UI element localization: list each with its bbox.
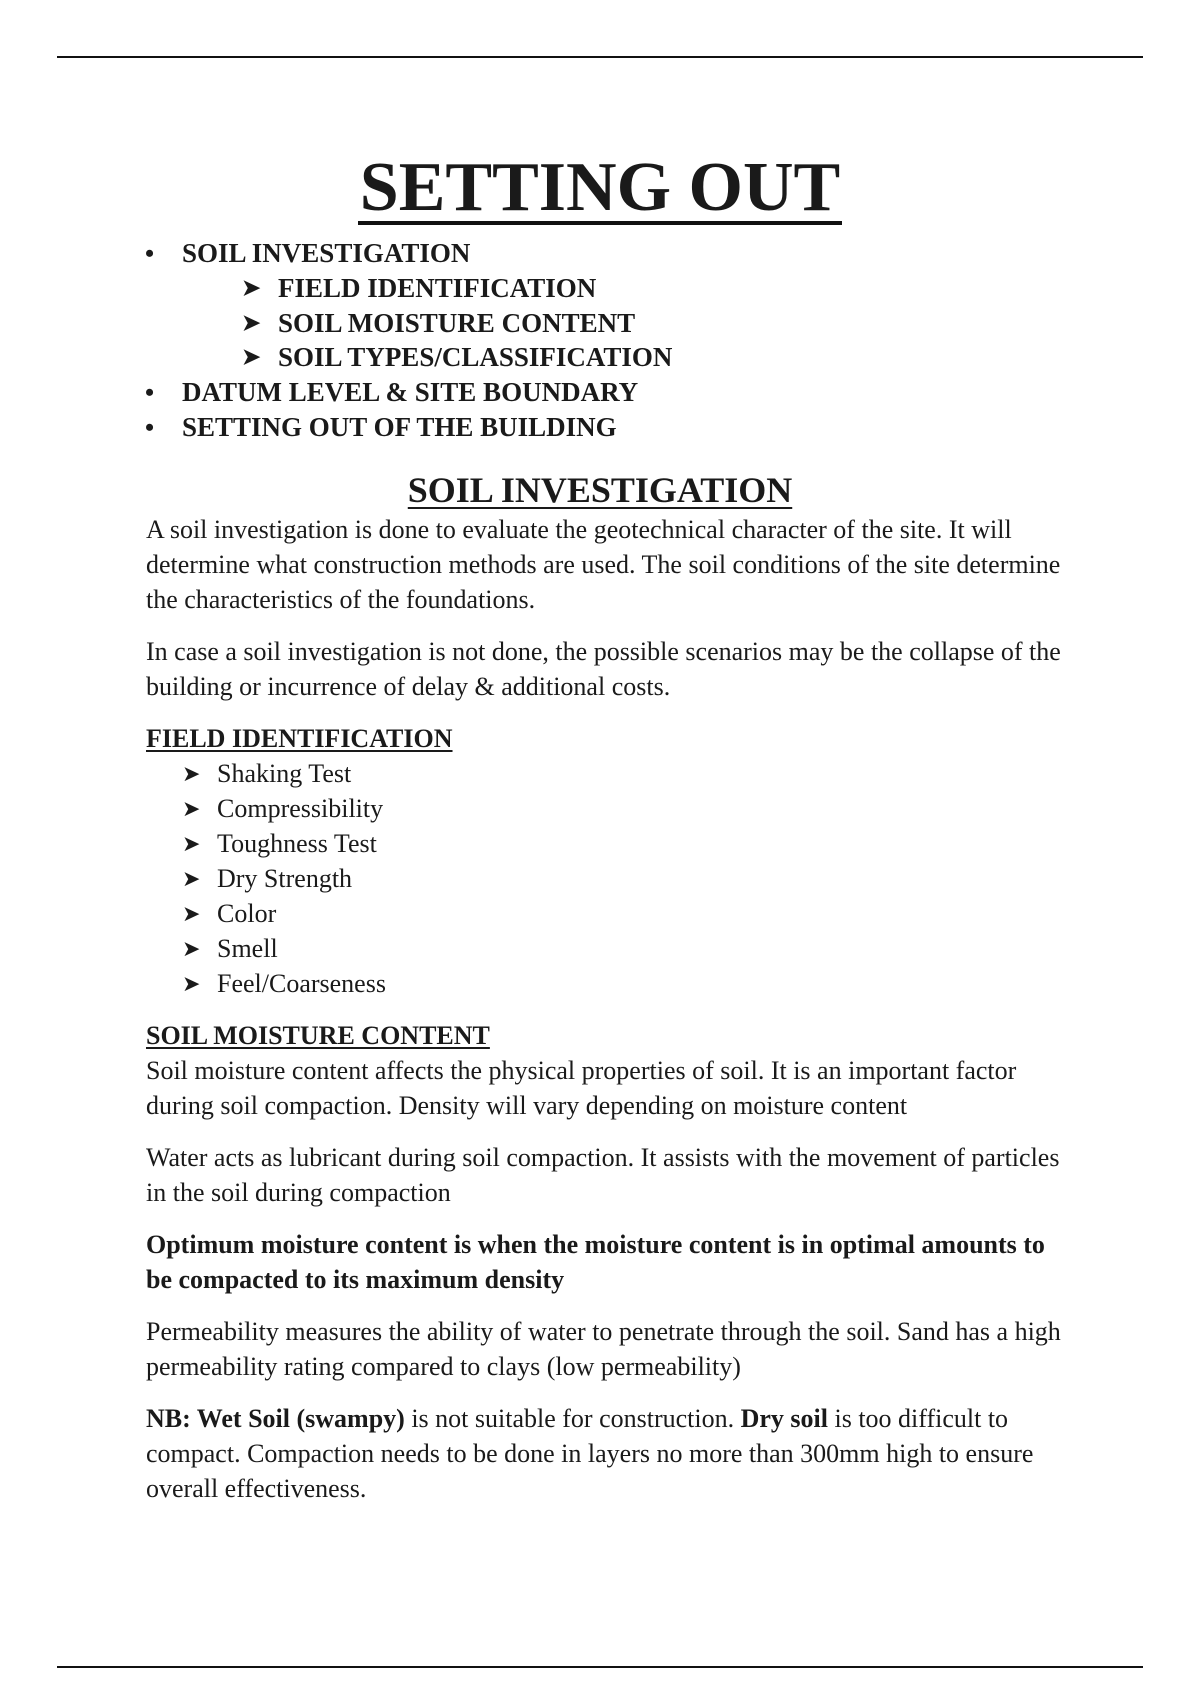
field-tests-list — [146, 756, 1066, 1001]
arrow-bullet-icon: ➤ — [242, 344, 261, 369]
soil-moisture-heading: SOIL MOISTURE CONTENT — [146, 1021, 490, 1050]
arrow-bullet-icon: ➤ — [182, 971, 201, 996]
list-item: ➤ Toughness Test — [182, 826, 1066, 861]
list-item: ➤ Color — [182, 896, 1066, 931]
outline-item-datum-level: • DATUM LEVEL & SITE BOUNDARY — [145, 375, 672, 410]
list-item: ➤ Shaking Test — [182, 756, 1066, 791]
bottom-rule — [57, 1666, 1143, 1668]
moisture-paragraph: Soil moisture content affects the physical properties of soil. It is an important factor during soil compaction. Density will vary depending on moisture content — [146, 1056, 1017, 1120]
arrow-bullet-icon: ➤ — [182, 901, 201, 926]
arrow-bullet-icon: ➤ — [242, 309, 261, 335]
arrow-bullet-icon: ➤ — [182, 831, 201, 856]
list-item: ➤ Compressibility — [182, 791, 1066, 826]
outline-subitem: ➤ SOIL MOISTURE CONTENT — [242, 306, 672, 341]
outline-item-soil-investigation: • SOIL INVESTIGATION ➤ FIELD IDENTIFICATION ➤ SOIL MOISTURE CONTENT ➤ SOIL TYPES/CLASSIFICATION — [145, 236, 672, 375]
optimum-moisture-note: Optimum moisture content is when the moisture content is in optimal amounts to be compacted to its maximum density — [146, 1230, 1045, 1294]
intro-paragraph: In case a soil investigation is not done, the possible scenarios may be the collapse of the building or incurrence of delay & additional costs. — [146, 637, 1061, 701]
arrow-bullet-icon: ➤ — [242, 275, 261, 300]
section-title: SOIL INVESTIGATION — [407, 470, 793, 510]
list-item: ➤ Feel/Coarseness — [182, 966, 1066, 1001]
outline-sublist — [182, 271, 672, 375]
nb-paragraph — [146, 1401, 1066, 1506]
topic-outline — [145, 236, 672, 445]
document-body — [146, 512, 1066, 1506]
outline-subitem: ➤ FIELD IDENTIFICATION — [242, 271, 672, 306]
document-title: SETTING OUT — [359, 149, 841, 226]
outline-item-setting-out: • SETTING OUT OF THE BUILDING — [145, 410, 672, 445]
arrow-bullet-icon: ➤ — [182, 936, 201, 961]
moisture-paragraph: Water acts as lubricant during soil compaction. It assists with the movement of particles in the soil during compaction — [146, 1143, 1060, 1207]
arrow-bullet-icon: ➤ — [182, 796, 201, 821]
list-item: ➤ Smell — [182, 931, 1066, 966]
outline-subitem: ➤ SOIL TYPES/CLASSIFICATION — [242, 340, 672, 375]
arrow-bullet-icon: ➤ — [182, 761, 201, 786]
list-item: ➤ Dry Strength — [182, 861, 1066, 896]
top-rule — [57, 56, 1143, 58]
nb-text-continued: is too difficult to compact. Compaction needs to be done in layers no more than 300mm high to ensure overall effectiveness. — [146, 1404, 1034, 1503]
nb-label: NB: Wet Soil (swampy) — [146, 1404, 405, 1433]
permeability-paragraph: Permeability measures the ability of water to penetrate through the soil. Sand has a high permeability rating compared to clays (low permeability) — [146, 1317, 1061, 1381]
nb-text: is not suitable for construction. — [404, 1404, 741, 1433]
intro-paragraph: A soil investigation is done to evaluate the geotechnical character of the site. It will determine what construction methods are used. The soil conditions of the site determine the characteristics of the foundations. — [146, 515, 1061, 614]
dry-soil-label: Dry soil — [740, 1404, 828, 1433]
arrow-bullet-icon: ➤ — [182, 866, 201, 891]
field-identification-heading: FIELD IDENTIFICATION — [146, 724, 453, 753]
